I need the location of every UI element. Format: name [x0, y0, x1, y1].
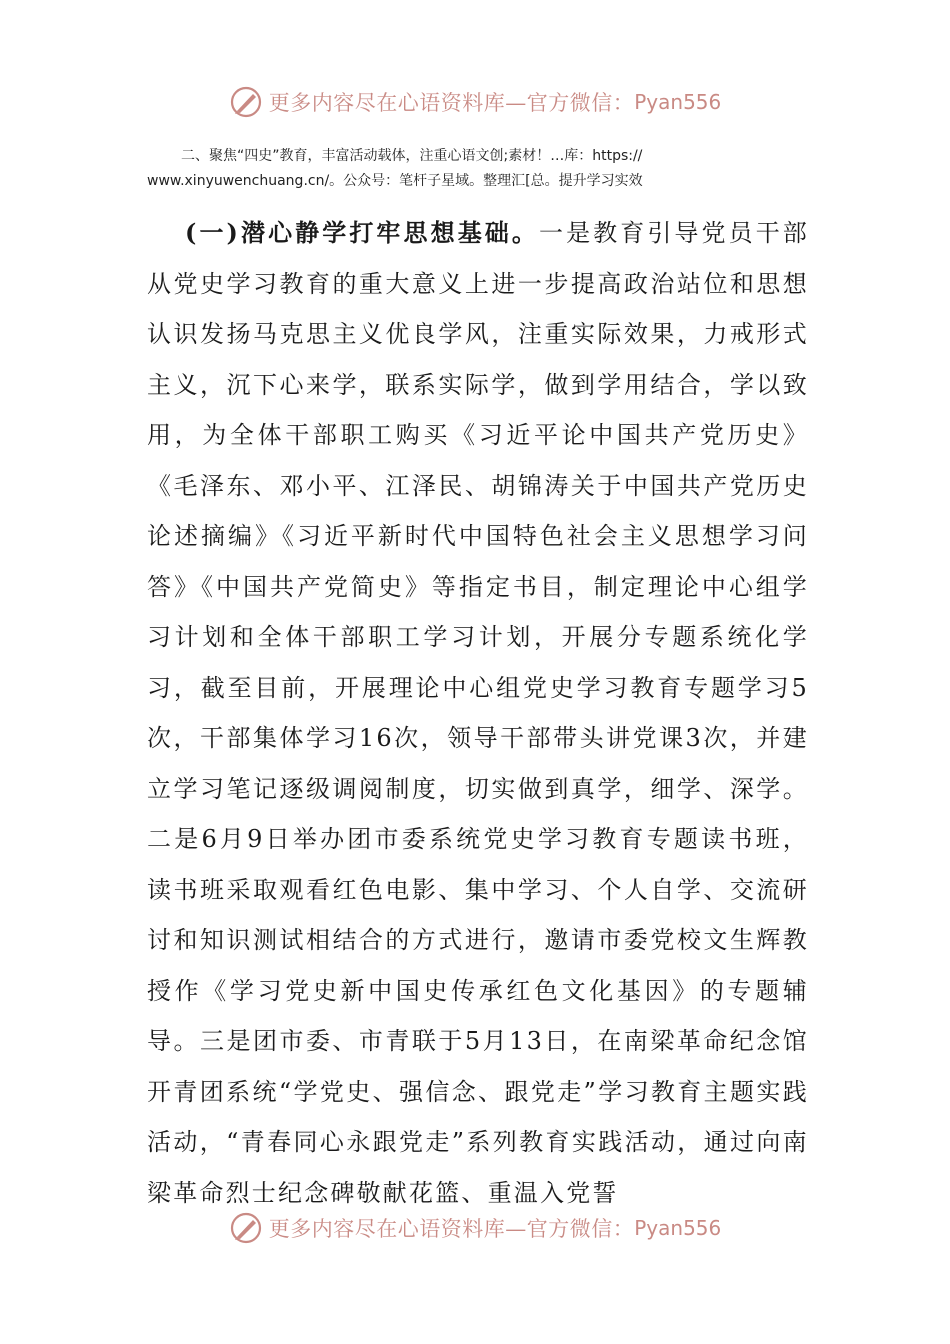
section-body: 一是教育引导党员干部从党史学习教育的重大意义上进一步提高政治站位和思想认识发扬马克思主义优良学风，注重实际效果，力戒形式主义，沉下心来学，联系实际学，做到学用结合，学以致用，为全体干部职工购买《习近平论中国共产党历史》《毛泽东、邓小平、江泽民、胡锦涛关于中国共产党历史论述摘编》《习近平新时代中国特色社会主义思想学习问答》《中国共产党简史》等指定书目，制定理论中心组学习计划和全体干部职工学习计划，开展分专题系统化学习，截至目前，开展理论中心组党史学习教育专题学习5次，干部集体学习16次，领导干部带头讲党课3次，并建立学习笔记逐级调阅制度，切实做到真学，细学、深学。二是6月9日举办团市委系统党史学习教育专题读书班，读书班采取观看红色电影、集中学习、个人自学、交流研讨和知识测试相结合的方式进行，邀请市委党校文生辉教授作《学习党史新中国史传承红色文化基因》的专题辅导。三是团市委、市青联于5月13日，在南梁革命纪念馆开青团系统“学党史、强信念、跟党走”学习教育主题实践活动，“青春同心永跟党走”系列教育实践活动，通过向南梁革命烈士纪念碑敬献花篮、重温入党誓	[147, 219, 809, 1207]
intro-paragraph	[147, 144, 817, 194]
banner-handle: Pyan556	[634, 1216, 722, 1240]
banner-text: 更多内容尽在心语资料库—官方微信：	[268, 1217, 635, 1241]
pen-logo-icon	[229, 85, 263, 119]
intro-line-1: 二、聚焦“四史”教育，丰富活动载体，注重心语文创;素材！…库：https://	[181, 148, 643, 164]
banner-handle: Pyan556	[634, 90, 722, 114]
intro-line-2: www.xinyuwenchuang.cn/。公众号：笔杆子星域。整理汇[总。提升学习实效	[147, 173, 643, 189]
footer-watermark-banner	[0, 1206, 950, 1250]
banner-text: 更多内容尽在心语资料库—官方微信：	[268, 91, 635, 115]
main-body-text	[147, 208, 809, 1218]
header-watermark-banner	[0, 80, 950, 124]
pen-logo-icon	[229, 1211, 263, 1245]
section-paragraph	[147, 208, 809, 1218]
section-heading: (一)潜心静学打牢思想基础。	[185, 218, 539, 247]
